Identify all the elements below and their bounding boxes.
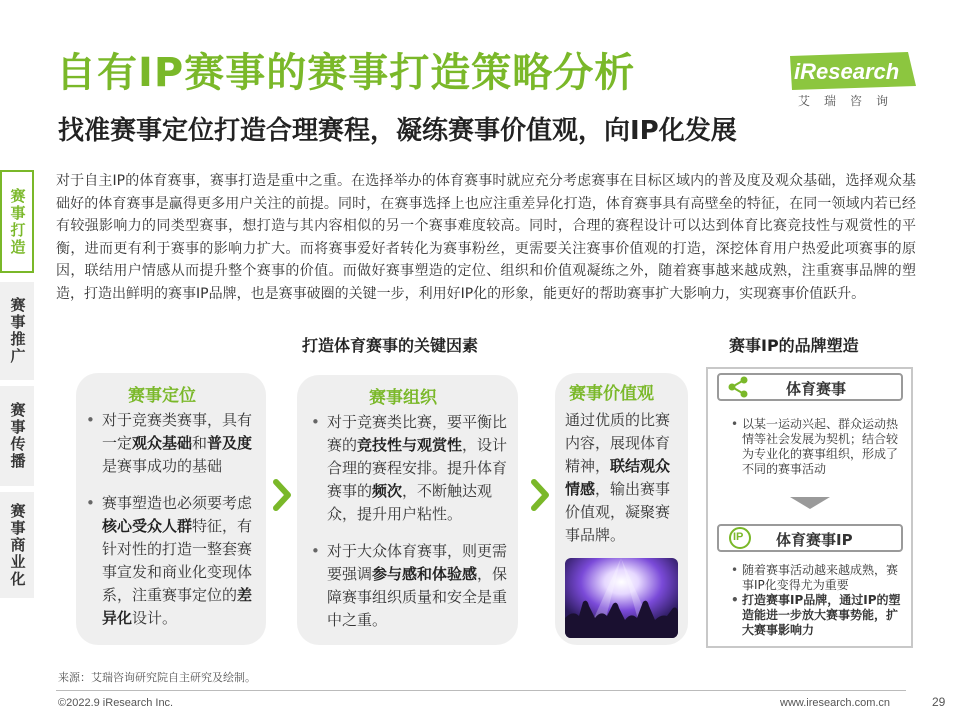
chevron-down-icon bbox=[788, 495, 832, 511]
card-organization bbox=[297, 375, 518, 645]
card-title: 赛事组织 bbox=[369, 388, 437, 408]
bullet-item: • 赛事塑造也必须要考虑核心受众人群特征，有针对性的打造一整套赛事宣发和商业化变现体系，注重赛事定位的差异化设计。 bbox=[102, 492, 262, 630]
bullet-item: • 对于竞赛类赛事，具有一定观众基础和普及度是赛事成功的基础 bbox=[102, 409, 262, 478]
chevron-right-icon bbox=[530, 478, 552, 512]
ip-event-text: • 随着赛事活动越来越成熟，赛事IP化变得尤为重要 • 打造赛事IP品牌，通过IP的塑造能进一步放大赛事势能，扩大赛事影响力 bbox=[730, 563, 902, 638]
iresearch-logo bbox=[790, 52, 920, 112]
intro-paragraph: 对于自主IP的体育赛事，赛事打造是重中之重。在选择举办的体育赛事时就应充分考虑赛事在目标区域内的普及度及观众基础，选择观众基础好的体育赛事是赢得更多用户关注的前提。同时，在赛事选择上也应注重差异化打造，体育赛事具有高壁垒的特征，在同一领域内若已经有较强影响力的同类型赛事，想打造与其内容相似的另一个赛事难度较高。同时，合理的赛程设计可以达到体育比赛竞技性与观赏性的平衡，进而更有利于赛事的影响力扩大。而将赛事爱好者转化为赛事粉丝，更需要关注赛事价值观的打造，深挖体育用户热爱此项赛事的原因，联结用户情感从而提升整个赛事的价值。而做好赛事塑造的定位、组织和价值观凝练之外，随着赛事越来越成熟，注重赛事品牌的塑造，打造出鲜明的赛事IP品牌，也是赛事破圈的关键一步，利用好IP化的形象，能更好的帮助赛事扩大影响力，实现赛事价值跃升。 bbox=[56, 173, 916, 302]
logo-cn-text: 艾瑞咨询 bbox=[798, 94, 903, 108]
ip-event-label: 体育赛事IP bbox=[776, 531, 853, 549]
bullet-item: • 对于竞赛类比赛，要平衡比赛的竞技性与观赏性，设计合理的赛程安排。提升体育赛事的频次，不断触达观众，提升用户粘性。 bbox=[327, 411, 515, 526]
sidenav-item-label: 赛事推广 bbox=[8, 297, 27, 365]
page-title: 自有IP赛事的赛事打造策略分析 bbox=[56, 50, 636, 96]
sidenav-item-build[interactable] bbox=[0, 170, 34, 273]
brand-heading: 赛事IP的品牌塑造 bbox=[729, 336, 859, 355]
bullet-item: • 对于大众体育赛事，则更需要强调参与感和体验感，保障赛事组织质量和安全是重中之重。 bbox=[327, 540, 515, 632]
page-number: 29 bbox=[932, 695, 946, 709]
copyright: ©2022.9 iResearch Inc. bbox=[58, 697, 174, 709]
card-title: 赛事定位 bbox=[128, 386, 196, 406]
card-title: 赛事价值观 bbox=[569, 384, 654, 404]
logo-text: iResearch bbox=[794, 59, 900, 84]
footer-divider bbox=[56, 690, 906, 691]
sidenav-item-communication[interactable] bbox=[0, 386, 34, 486]
sports-event-text: • 以某一运动兴起、群众运动热情等社会发展为契机；结合较为专业化的赛事组织，形成了不同的赛事活动 bbox=[730, 417, 900, 477]
card-body bbox=[309, 411, 515, 646]
card-positioning bbox=[76, 373, 266, 645]
sidenav-item-promotion[interactable] bbox=[0, 282, 34, 380]
sidenav-item-commercialization[interactable] bbox=[0, 492, 34, 598]
brand-panel bbox=[706, 367, 913, 648]
website-link[interactable]: www.iresearch.com.cn bbox=[780, 697, 891, 709]
share-icon bbox=[726, 375, 750, 399]
sidenav-item-label: 赛事商业化 bbox=[8, 502, 27, 588]
sidenav-item-label: 赛事打造 bbox=[8, 187, 27, 256]
factors-heading: 打造体育赛事的关键因素 bbox=[302, 336, 479, 355]
ip-badge-label: IP bbox=[733, 531, 744, 543]
card-body bbox=[84, 409, 262, 644]
sidenav-item-label: 赛事传播 bbox=[8, 402, 27, 470]
sports-event-label: 体育赛事 bbox=[786, 380, 847, 398]
chevron-right-icon bbox=[272, 478, 294, 512]
concert-crowd-image bbox=[565, 558, 678, 638]
page-subtitle: 找准赛事定位打造合理赛程，凝练赛事价值观，向IP化发展 bbox=[58, 116, 737, 146]
source-note: 来源：艾瑞咨询研究院自主研究及绘制。 bbox=[58, 671, 256, 684]
card-body: 通过优质的比赛内容，展现体育精神，联结观众情感，输出赛事价值观，凝聚赛事品牌。 bbox=[565, 411, 671, 544]
